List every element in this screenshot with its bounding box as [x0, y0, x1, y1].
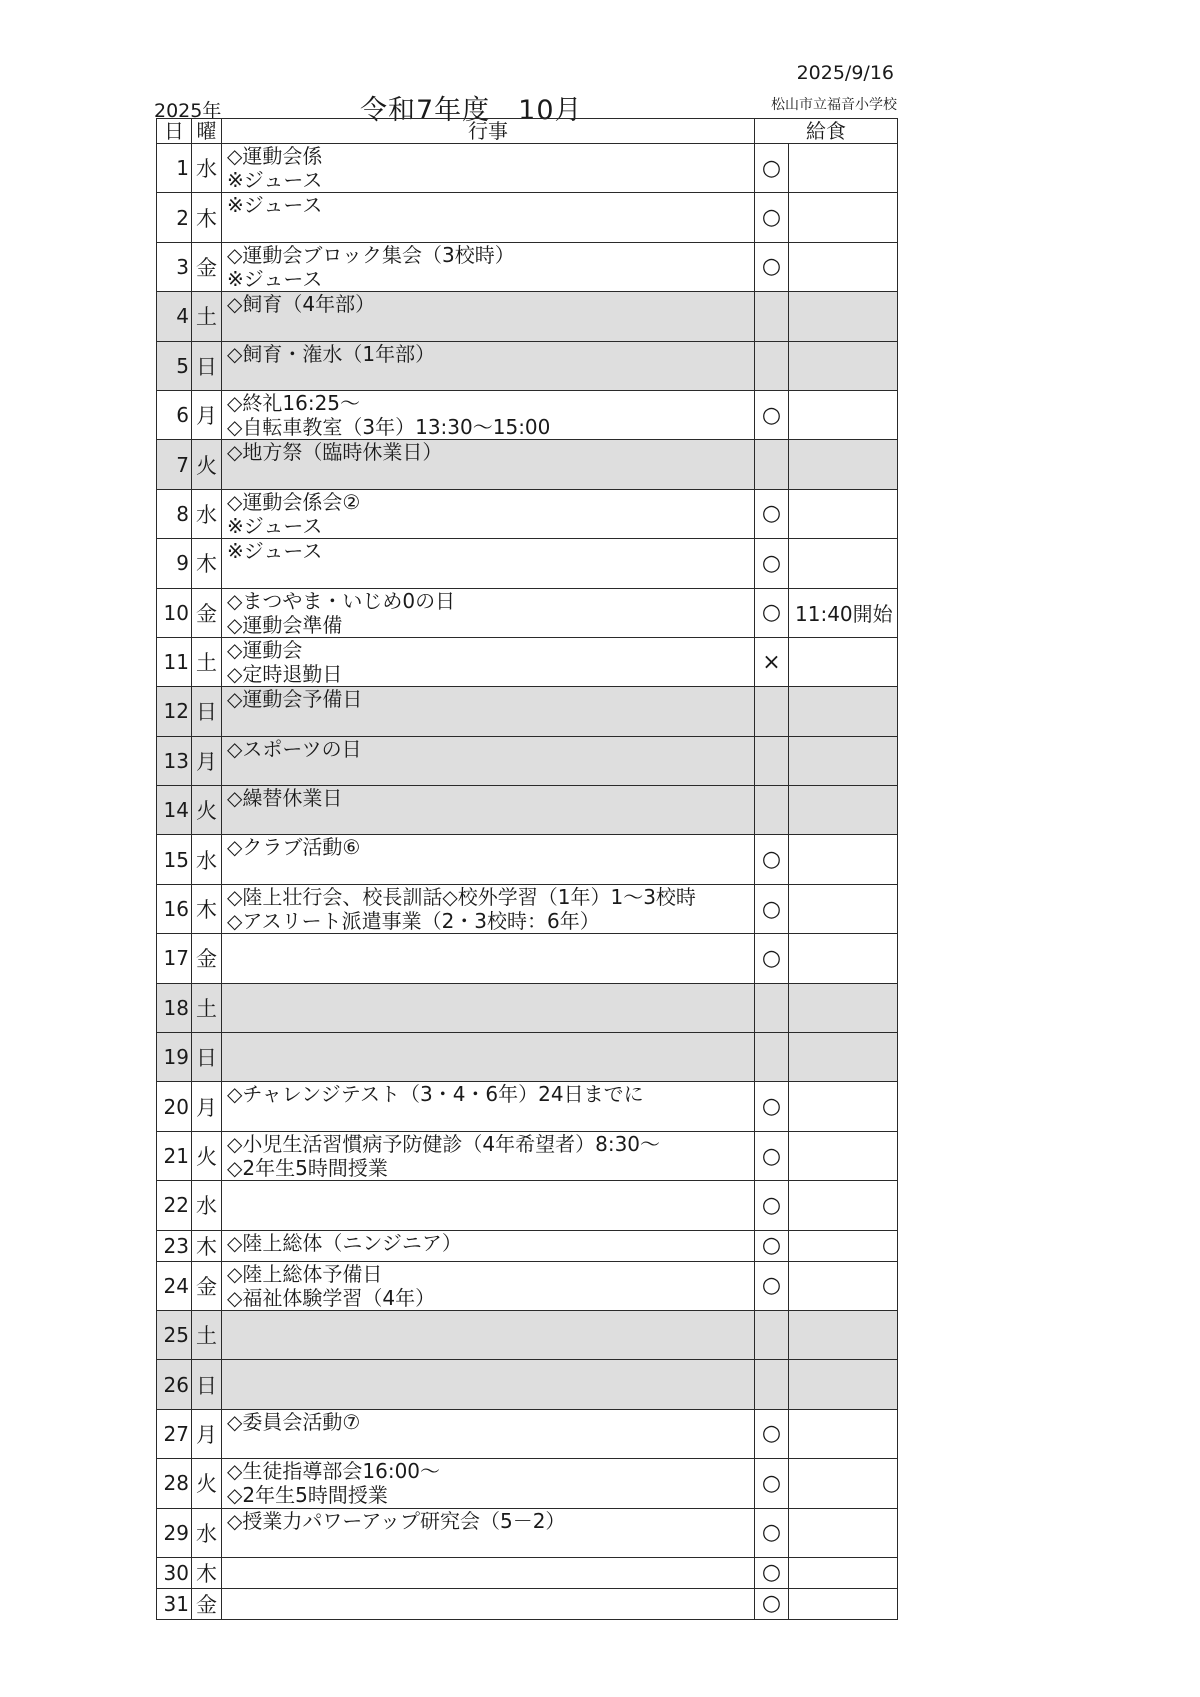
day-number: 26	[157, 1360, 192, 1409]
day-number: 8	[157, 489, 192, 538]
weekday: 金	[192, 1261, 222, 1310]
table-row	[157, 341, 898, 390]
table-row	[157, 144, 898, 193]
weekday: 水	[192, 835, 222, 884]
lunch-note	[789, 1459, 898, 1508]
lunch-note	[789, 786, 898, 835]
lunch-note	[789, 1588, 898, 1619]
lunch-mark	[755, 440, 789, 489]
lunch-note	[789, 1409, 898, 1458]
table-row	[157, 1360, 898, 1409]
lunch-note	[789, 390, 898, 439]
event-line: ※ジュース	[227, 193, 323, 218]
table-row	[157, 687, 898, 736]
event-line: ◇2年生5時間授業	[227, 1483, 388, 1508]
weekday: 水	[192, 1508, 222, 1557]
events-cell	[222, 588, 755, 637]
event-line: ◇福祉体験学習（4年）	[227, 1285, 436, 1310]
event-line: ◇生徒指導部会16:00～	[227, 1459, 441, 1484]
table-row	[157, 835, 898, 884]
weekday: 金	[192, 242, 222, 291]
event-line: ◇授業力パワーアップ研究会（5－2）	[227, 1508, 566, 1533]
lunch-note	[789, 1082, 898, 1131]
day-number: 9	[157, 539, 192, 588]
event-line: ◇運動会	[227, 637, 303, 662]
table-row	[157, 1181, 898, 1230]
weekday: 金	[192, 588, 222, 637]
events-cell	[222, 1033, 755, 1082]
day-number: 7	[157, 440, 192, 489]
events-cell	[222, 786, 755, 835]
weekday: 日	[192, 1360, 222, 1409]
lunch-note	[789, 292, 898, 341]
lunch-mark	[755, 1033, 789, 1082]
table-row	[157, 934, 898, 983]
events-cell	[222, 292, 755, 341]
lunch-note	[789, 539, 898, 588]
event-line: ◇陸上総体予備日	[227, 1261, 383, 1286]
lunch-note	[789, 1261, 898, 1310]
day-number: 19	[157, 1033, 192, 1082]
day-number: 12	[157, 687, 192, 736]
lunch-note	[789, 193, 898, 242]
events-cell	[222, 835, 755, 884]
lunch-mark: ○	[755, 884, 789, 933]
table-row	[157, 1459, 898, 1508]
lunch-note	[789, 1310, 898, 1359]
weekday: 水	[192, 144, 222, 193]
lunch-mark	[755, 1310, 789, 1359]
event-line: ◇飼育・潅水（1年部）	[227, 341, 436, 366]
school-name: 松山市立福音小学校	[771, 97, 897, 113]
table-row	[157, 440, 898, 489]
lunch-note	[789, 242, 898, 291]
weekday: 土	[192, 983, 222, 1032]
table-row	[157, 588, 898, 637]
event-line: ◇小児生活習慣病予防健診（4年希望者）8:30～	[227, 1131, 661, 1156]
lunch-mark: ○	[755, 489, 789, 538]
weekday: 木	[192, 884, 222, 933]
day-number: 17	[157, 934, 192, 983]
event-line: ◇委員会活動⑦	[227, 1409, 361, 1434]
event-line: ◇スポーツの日	[227, 736, 362, 761]
event-line: ◇アスリート派遣事業（2・3校時：6年）	[227, 908, 600, 933]
table-row	[157, 1131, 898, 1180]
lunch-note	[789, 1230, 898, 1261]
events-cell	[222, 1131, 755, 1180]
lunch-mark: ○	[755, 1508, 789, 1557]
lunch-mark: ○	[755, 242, 789, 291]
events-cell	[222, 637, 755, 686]
day-number: 1	[157, 144, 192, 193]
lunch-note	[789, 1033, 898, 1082]
weekday: 火	[192, 1131, 222, 1180]
event-line: ◇運動会ブロック集会（3校時）	[227, 242, 515, 267]
day-number: 24	[157, 1261, 192, 1310]
header-events: 行事	[222, 119, 755, 144]
events-cell	[222, 242, 755, 291]
day-number: 4	[157, 292, 192, 341]
lunch-mark	[755, 341, 789, 390]
weekday: 月	[192, 390, 222, 439]
lunch-mark: ○	[755, 934, 789, 983]
events-cell	[222, 144, 755, 193]
day-number: 15	[157, 835, 192, 884]
events-cell	[222, 1230, 755, 1261]
table-row	[157, 1033, 898, 1082]
event-line: ◇2年生5時間授業	[227, 1155, 388, 1180]
lunch-note	[789, 934, 898, 983]
lunch-mark: ○	[755, 193, 789, 242]
event-line: ◇運動会予備日	[227, 687, 363, 712]
weekday: 月	[192, 1082, 222, 1131]
weekday: 土	[192, 292, 222, 341]
event-line: ◇まつやま・いじめ0の日	[227, 588, 456, 613]
lunch-note	[789, 1508, 898, 1557]
lunch-mark: ○	[755, 835, 789, 884]
event-line: ◇陸上壮行会、校長訓話◇校外学習（1年）1～3校時	[227, 884, 696, 909]
events-cell	[222, 983, 755, 1032]
event-line: ◇運動会係	[227, 144, 323, 168]
table-header-row	[157, 119, 898, 144]
print-date: 2025/9/16	[796, 62, 894, 84]
event-line: ◇繰替休業日	[227, 786, 343, 811]
event-line: ◇陸上総体（ニンジニア）	[227, 1230, 462, 1255]
event-line: ◇定時退勤日	[227, 661, 343, 686]
table-row	[157, 1310, 898, 1359]
events-cell	[222, 687, 755, 736]
day-number: 20	[157, 1082, 192, 1131]
event-line: ◇運動会準備	[227, 612, 343, 637]
events-cell	[222, 1360, 755, 1409]
weekday: 水	[192, 1181, 222, 1230]
weekday: 月	[192, 736, 222, 785]
weekday: 火	[192, 786, 222, 835]
lunch-mark: ○	[755, 1588, 789, 1619]
event-line: ※ジュース	[227, 168, 323, 192]
event-line: ※ジュース	[227, 539, 323, 564]
event-line: ◇運動会係会②	[227, 489, 361, 514]
events-cell	[222, 489, 755, 538]
lunch-note: 11:40開始	[789, 588, 898, 637]
lunch-mark: ×	[755, 637, 789, 686]
table-row	[157, 1082, 898, 1131]
events-cell	[222, 539, 755, 588]
weekday: 火	[192, 1459, 222, 1508]
lunch-mark	[755, 292, 789, 341]
day-number: 30	[157, 1557, 192, 1588]
table-row	[157, 1230, 898, 1261]
table-row	[157, 1557, 898, 1588]
table-row	[157, 736, 898, 785]
lunch-note	[789, 983, 898, 1032]
header-lunch: 給食	[755, 119, 898, 144]
lunch-mark	[755, 983, 789, 1032]
lunch-mark: ○	[755, 1131, 789, 1180]
weekday: 日	[192, 341, 222, 390]
table-row	[157, 1588, 898, 1619]
event-line: ◇クラブ活動⑥	[227, 835, 361, 860]
header-day: 日	[157, 119, 192, 144]
lunch-note	[789, 835, 898, 884]
lunch-mark	[755, 687, 789, 736]
table-row	[157, 539, 898, 588]
day-number: 18	[157, 983, 192, 1032]
events-cell	[222, 736, 755, 785]
events-cell	[222, 934, 755, 983]
events-cell	[222, 1588, 755, 1619]
weekday: 金	[192, 1588, 222, 1619]
event-line: ◇地方祭（臨時休業日）	[227, 440, 443, 465]
day-number: 6	[157, 390, 192, 439]
day-number: 10	[157, 588, 192, 637]
weekday: 日	[192, 687, 222, 736]
table-row	[157, 884, 898, 933]
table-row	[157, 637, 898, 686]
weekday: 月	[192, 1409, 222, 1458]
lunch-mark: ○	[755, 1459, 789, 1508]
day-number: 28	[157, 1459, 192, 1508]
lunch-mark	[755, 786, 789, 835]
lunch-mark: ○	[755, 1181, 789, 1230]
weekday: 土	[192, 637, 222, 686]
year-label: 2025年	[154, 100, 222, 122]
day-number: 31	[157, 1588, 192, 1619]
events-cell	[222, 1409, 755, 1458]
lunch-note	[789, 1557, 898, 1588]
lunch-mark: ○	[755, 1409, 789, 1458]
day-number: 27	[157, 1409, 192, 1458]
lunch-mark: ○	[755, 1557, 789, 1588]
lunch-mark: ○	[755, 588, 789, 637]
lunch-note	[789, 1181, 898, 1230]
event-line: ◇自転車教室（3年）13:30～15:00	[227, 414, 551, 439]
day-number: 23	[157, 1230, 192, 1261]
table-row	[157, 193, 898, 242]
events-cell	[222, 1557, 755, 1588]
day-number: 22	[157, 1181, 192, 1230]
lunch-mark: ○	[755, 1261, 789, 1310]
weekday: 火	[192, 440, 222, 489]
events-cell	[222, 1261, 755, 1310]
events-cell	[222, 1310, 755, 1359]
lunch-note	[789, 637, 898, 686]
events-cell	[222, 440, 755, 489]
events-cell	[222, 193, 755, 242]
lunch-mark: ○	[755, 539, 789, 588]
lunch-mark	[755, 736, 789, 785]
day-number: 13	[157, 736, 192, 785]
lunch-note	[789, 1360, 898, 1409]
table-row	[157, 292, 898, 341]
lunch-mark: ○	[755, 390, 789, 439]
events-cell	[222, 1459, 755, 1508]
event-line: ◇終礼16:25～	[227, 390, 361, 415]
table-row	[157, 242, 898, 291]
lunch-mark: ○	[755, 1082, 789, 1131]
day-number: 11	[157, 637, 192, 686]
day-number: 29	[157, 1508, 192, 1557]
weekday: 土	[192, 1310, 222, 1359]
weekday: 木	[192, 539, 222, 588]
day-number: 16	[157, 884, 192, 933]
lunch-note	[789, 341, 898, 390]
table-row	[157, 1261, 898, 1310]
table-row	[157, 983, 898, 1032]
table-row	[157, 786, 898, 835]
events-cell	[222, 390, 755, 439]
lunch-note	[789, 440, 898, 489]
page-title: 令和7年度 10月	[360, 95, 583, 126]
weekday: 日	[192, 1033, 222, 1082]
table-row	[157, 390, 898, 439]
lunch-note	[789, 736, 898, 785]
weekday: 木	[192, 1230, 222, 1261]
event-line: ※ジュース	[227, 513, 323, 538]
weekday: 木	[192, 1557, 222, 1588]
events-cell	[222, 1082, 755, 1131]
lunch-mark: ○	[755, 1230, 789, 1261]
events-cell	[222, 1181, 755, 1230]
weekday: 水	[192, 489, 222, 538]
day-number: 21	[157, 1131, 192, 1180]
event-line: ◇飼育（4年部）	[227, 292, 376, 317]
day-number: 2	[157, 193, 192, 242]
day-number: 25	[157, 1310, 192, 1359]
events-cell	[222, 341, 755, 390]
header-weekday: 曜	[192, 119, 222, 144]
lunch-note	[789, 144, 898, 193]
table-row	[157, 489, 898, 538]
schedule-table	[156, 118, 898, 1620]
weekday: 木	[192, 193, 222, 242]
events-cell	[222, 884, 755, 933]
event-line: ◇チャレンジテスト（3・4・6年）24日までに	[227, 1082, 644, 1107]
lunch-mark: ○	[755, 144, 789, 193]
event-line: ※ジュース	[227, 266, 323, 291]
lunch-mark	[755, 1360, 789, 1409]
table-row	[157, 1409, 898, 1458]
lunch-note	[789, 687, 898, 736]
events-cell	[222, 1508, 755, 1557]
weekday: 金	[192, 934, 222, 983]
day-number: 5	[157, 341, 192, 390]
lunch-note	[789, 489, 898, 538]
lunch-note	[789, 1131, 898, 1180]
lunch-note	[789, 884, 898, 933]
day-number: 14	[157, 786, 192, 835]
day-number: 3	[157, 242, 192, 291]
table-row	[157, 1508, 898, 1557]
